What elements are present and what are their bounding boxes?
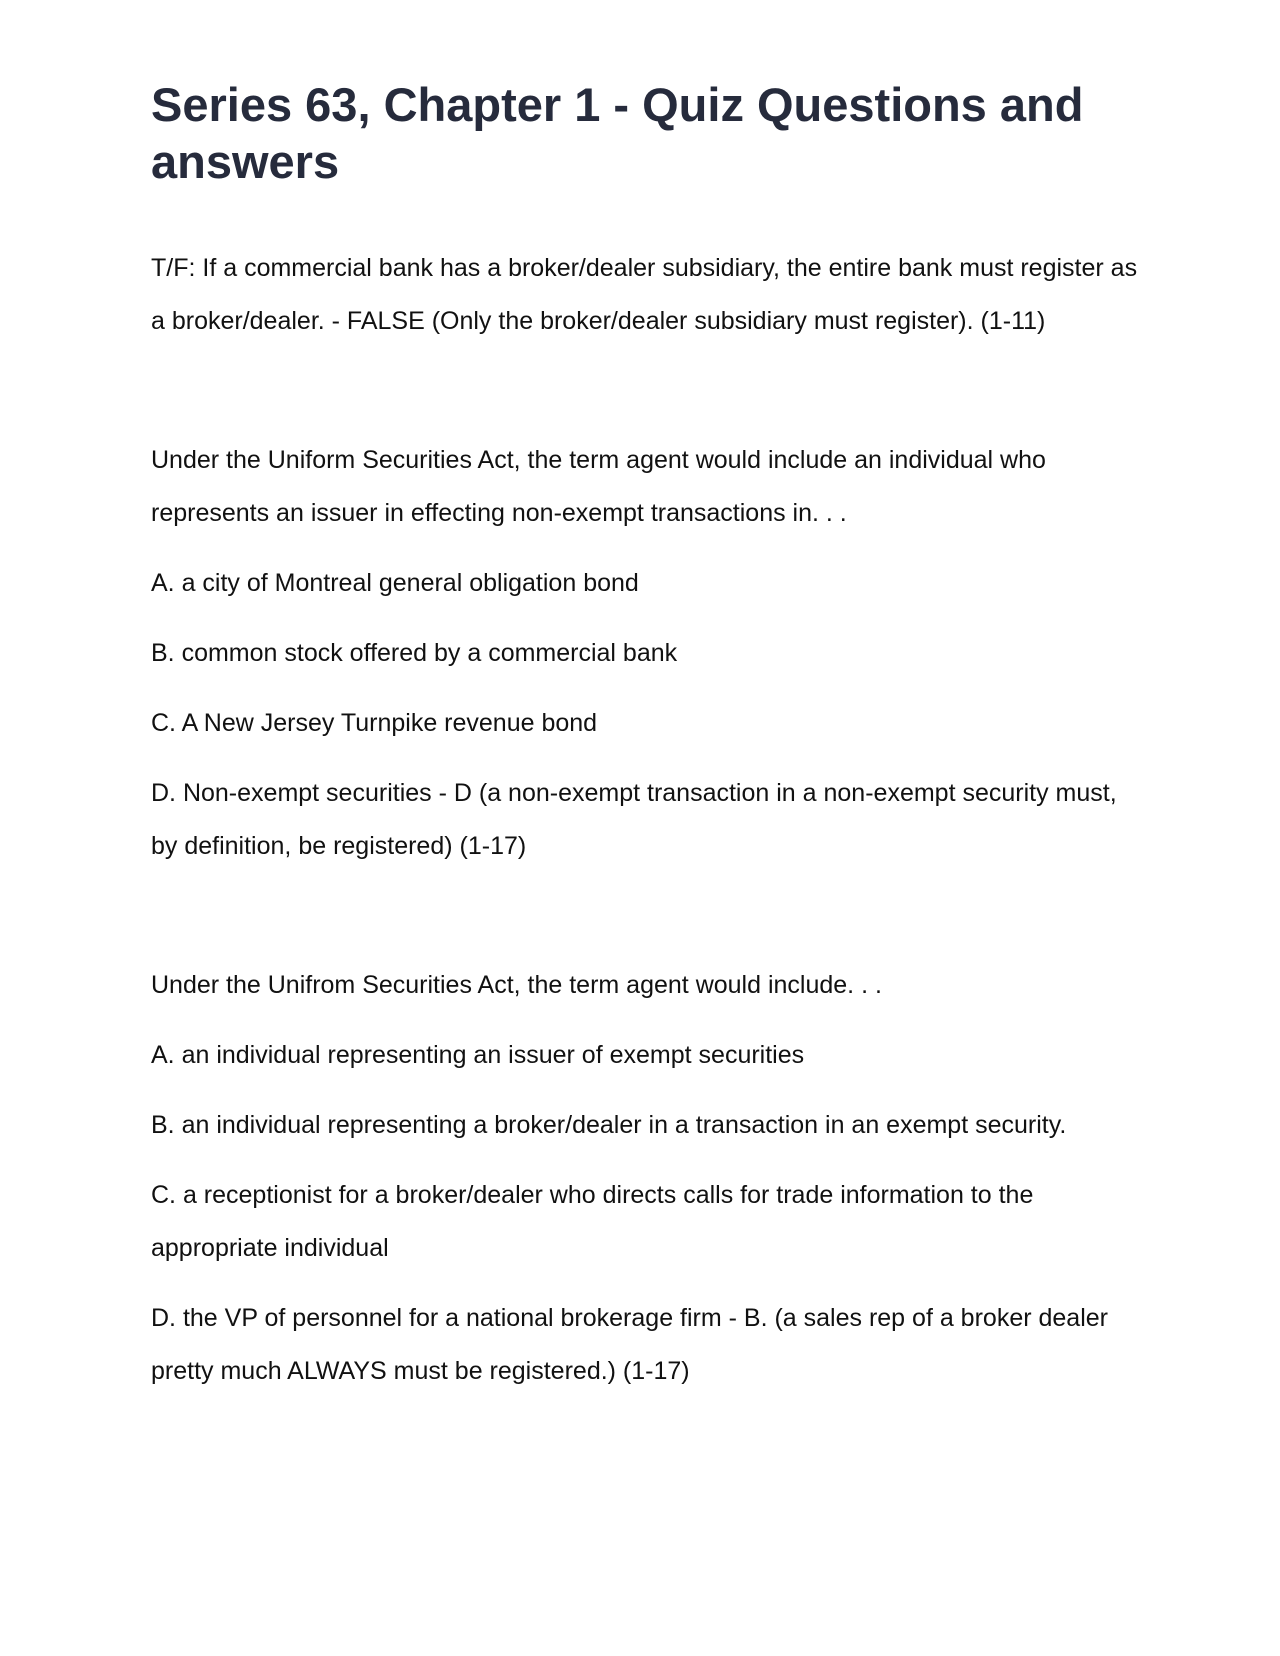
question-2-option-c: C. A New Jersey Turnpike revenue bond bbox=[151, 709, 598, 737]
question-spacer bbox=[151, 873, 1141, 959]
question-2-option-b: B. common stock offered by a commercial bank bbox=[151, 639, 678, 667]
question-3-text: Under the Unifrom Securities Act, the term agent would include. . . bbox=[151, 971, 882, 999]
question-3-option-d: D. the VP of personnel for a national brokerage firm - B. (a sales rep of a broker dealer pretty much ALWAYS must be registered.) (1-17) bbox=[151, 1304, 1108, 1385]
question-3-option-a: A. an individual representing an issuer of exempt securities bbox=[151, 1041, 805, 1069]
question-2-option-a: A. a city of Montreal general obligation bond bbox=[151, 569, 639, 597]
question-3-option-c: C. a receptionist for a broker/dealer who directs calls for trade information to the appropriate individual bbox=[151, 1181, 1034, 1262]
page-title: Series 63, Chapter 1 - Quiz Questions and answers bbox=[151, 78, 1084, 188]
question-1-text: T/F: If a commercial bank has a broker/dealer subsidiary, the entire bank must register as a broker/dealer. - FALSE (Only the broker/dealer subsidiary must register). (1-11) bbox=[151, 254, 1138, 335]
question-2-option-d: D. Non-exempt securities - D (a non-exempt transaction in a non-exempt security must, by definition, be registered) (1-17) bbox=[151, 779, 1117, 860]
question-spacer bbox=[151, 348, 1141, 434]
question-2-text: Under the Uniform Securities Act, the term agent would include an individual who represents an issuer in effecting non-exempt transactions in. . . bbox=[151, 446, 1046, 527]
question-3-option-b: B. an individual representing a broker/dealer in a transaction in an exempt security. bbox=[151, 1111, 1067, 1139]
document-page bbox=[151, 76, 1141, 1398]
